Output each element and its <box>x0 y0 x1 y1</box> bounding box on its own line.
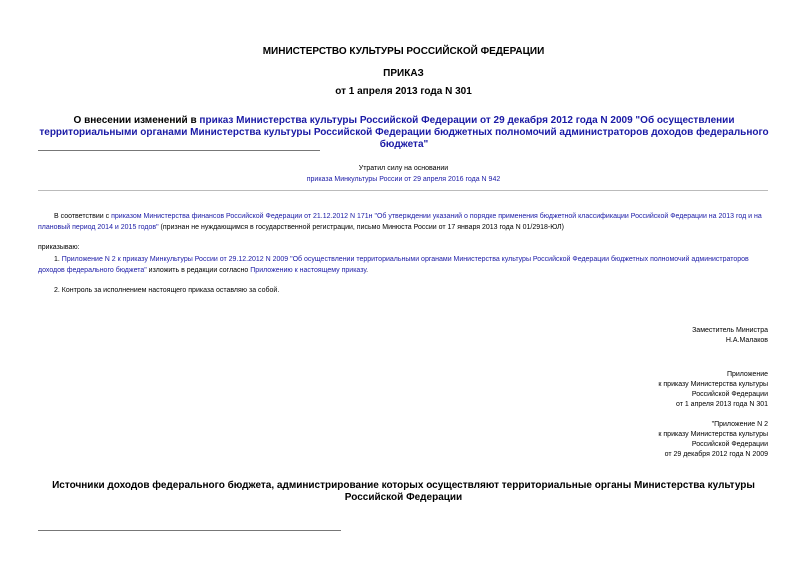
p2-middle: изложить в редакции согласно <box>146 267 251 274</box>
lost-force-note: Утратил силу на основании <box>358 165 449 172</box>
appendix-line: "Приложение N 2 <box>711 421 768 428</box>
signature-name: Н.А.Малаков <box>725 337 768 344</box>
p2-link-appendix[interactable]: Приложению к настоящему приказу <box>250 267 367 274</box>
title-link[interactable]: приказ Министерства культуры Российской Федерации от 29 декабря 2012 года N 2009 "Об осуществлении территориальными органами Министерства культуры Российской Федерации бюджетных полномочий администраторов доходов федерального бюджета" <box>39 115 769 150</box>
p2-end: . <box>366 267 369 274</box>
appendix-line: Приложение <box>726 371 768 378</box>
appendix-line: к приказу Министерства культуры <box>658 431 768 438</box>
signature-position: Заместитель Министра <box>692 327 768 334</box>
p2-link[interactable]: Приложение N 2 к приказу Минкультуры России от 29.12.2012 N 2009 "Об осуществлении территориальными органами Министерства культуры Российской Федерации бюджетных полномочий администраторов доходов федерального бюджета" <box>38 256 749 274</box>
appendix-line: Российской Федерации <box>691 391 768 398</box>
signature-block <box>468 326 768 346</box>
appendix-line: Российской Федерации <box>691 441 768 448</box>
appendix-line: от 29 декабря 2012 года N 2009 <box>664 451 768 458</box>
paragraph-item-1 <box>38 254 770 276</box>
appendix-line: от 1 апреля 2013 года N 301 <box>675 401 768 408</box>
paragraph-preamble <box>38 211 770 233</box>
appendix-header <box>468 370 768 410</box>
document-title <box>36 115 772 151</box>
appendix-line: к приказу Министерства культуры <box>658 381 768 388</box>
title-prefix: О внесении изменений в <box>73 115 200 126</box>
p2-prefix: 1. <box>54 256 62 263</box>
p1-link[interactable]: приказом Министерства финансов Российской Федерации от 21.12.2012 N 171н "Об утверждении указаний о порядке применения бюджетной классификации Российской Федерации на 2013 год и на плановый период 2014 и 2015 годов" <box>38 213 762 231</box>
lost-force-link[interactable]: приказа Минкультуры России от 29 апреля 2016 года N 942 <box>306 176 501 183</box>
divider <box>38 190 768 191</box>
appendix-2-header <box>468 420 768 460</box>
order-word: приказываю: <box>38 244 80 251</box>
p1-prefix: В соответствии с <box>54 213 112 220</box>
paragraph-item-2: 2. Контроль за исполнением настоящего приказа оставляю за собой. <box>54 287 280 294</box>
doc-date-number: от 1 апреля 2013 года N 301 <box>335 86 472 97</box>
p1-suffix: (признан не нуждающимся в государственной регистрации, письмо Минюста России от 17 января 2013 года N 01/2918-ЮЛ) <box>158 224 564 231</box>
ministry-heading: МИНИСТЕРСТВО КУЛЬТУРЫ РОССИЙСКОЙ ФЕДЕРАЦИИ <box>262 46 545 57</box>
divider <box>38 530 341 531</box>
divider <box>38 150 320 151</box>
section-title: Источники доходов федерального бюджета, администрирование которых осуществляют территориальные органы Министерства культуры Российской Федерации <box>52 480 755 503</box>
doc-type-heading: ПРИКАЗ <box>383 68 424 79</box>
